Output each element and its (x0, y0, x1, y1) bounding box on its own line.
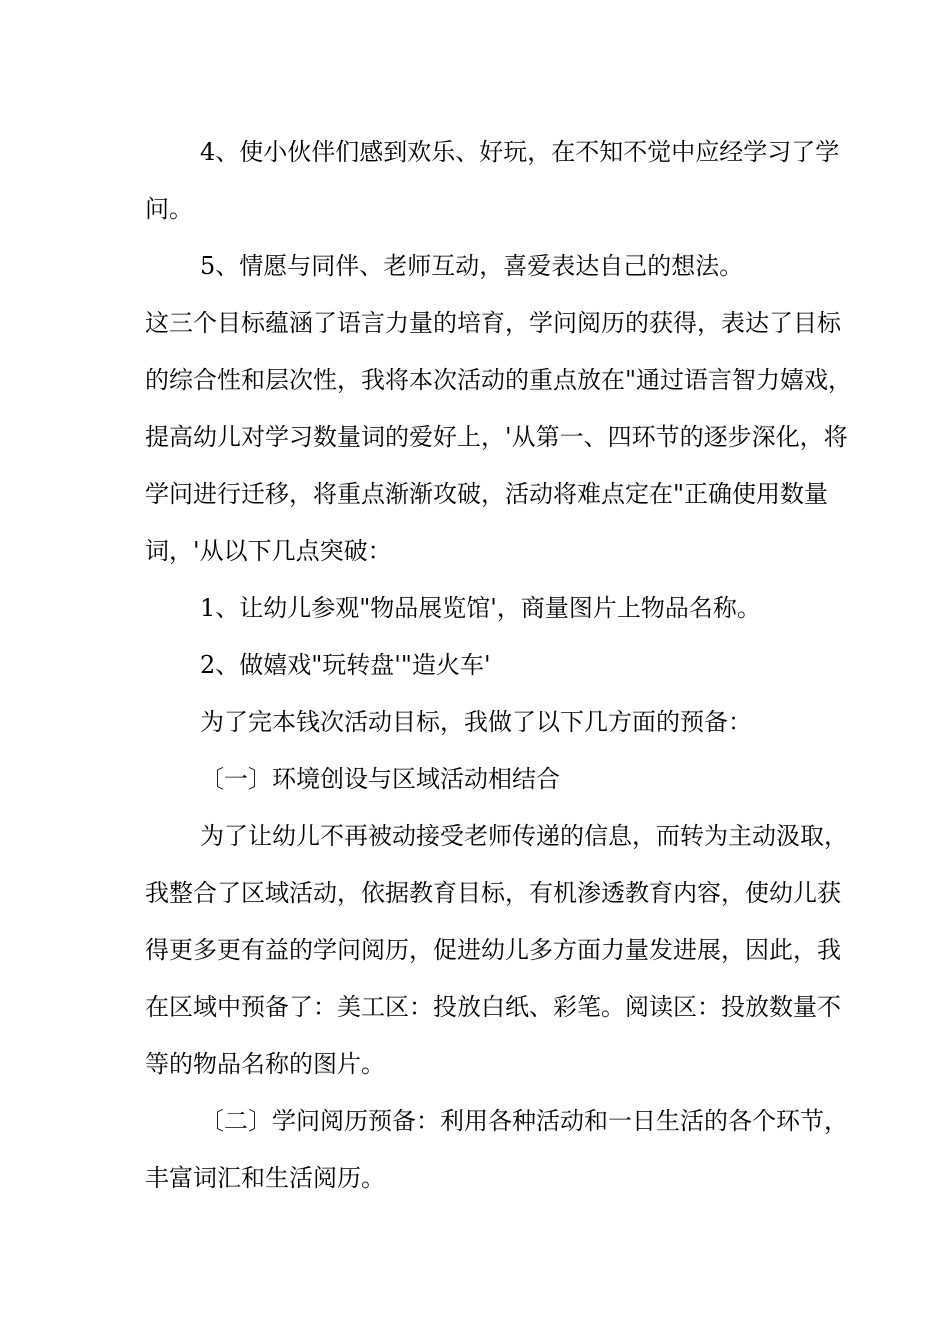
paragraph-line: 我整合了区域活动，依据教育目标，有机渗透教育内容，使幼儿获 (145, 879, 841, 907)
paragraph-line: 为了让幼儿不再被动接受老师传递的信息，而转为主动汲取， (200, 822, 848, 850)
paragraph-line: 的综合性和层次性，我将本次活动的重点放在"通过语言智力嬉戏， (145, 366, 853, 394)
section-heading: 〔一〕环境创设与区域活动相结合 (200, 765, 560, 793)
paragraph-line: 学问进行迁移，将重点渐渐攻破，活动将难点定在"正确使用数量 (145, 480, 829, 508)
paragraph-line: 问。 (145, 195, 193, 223)
paragraph-line: 丰富词汇和生活阅历。 (145, 1164, 385, 1192)
paragraph-line: 等的物品名称的图片。 (145, 1050, 385, 1078)
paragraph-line: 4、使小伙伴们感到欢乐、好玩，在不知不觉中应经学习了学 (200, 138, 840, 166)
paragraph-line: 得更多更有益的学问阅历，促进幼儿多方面力量发进展，因此，我 (145, 936, 841, 964)
paragraph-line: 2、做嬉戏"玩转盘'"造火车' (200, 651, 491, 679)
paragraph-line: 词，'从以下几点突破： (145, 537, 392, 565)
paragraph-line: 这三个目标蕴涵了语言力量的培育，学问阅历的获得，表达了目标 (145, 309, 841, 337)
section-heading: 〔二〕学问阅历预备：利用各种活动和一日生活的各个环节， (200, 1107, 848, 1135)
paragraph-line: 在区域中预备了：美工区：投放白纸、彩笔。阅读区：投放数量不 (145, 993, 841, 1021)
paragraph-line: 1、让幼儿参观"物品展览馆'，商量图片上物品名称。 (200, 594, 761, 622)
paragraph-line: 5、情愿与同伴、老师互动，喜爱表达自己的想法。 (200, 252, 744, 280)
paragraph-line: 为了完本钱次活动目标，我做了以下几方面的预备： (200, 708, 752, 736)
paragraph-line: 提高幼儿对学习数量词的爱好上，'从第一、四环节的逐步深化，将 (145, 423, 848, 451)
